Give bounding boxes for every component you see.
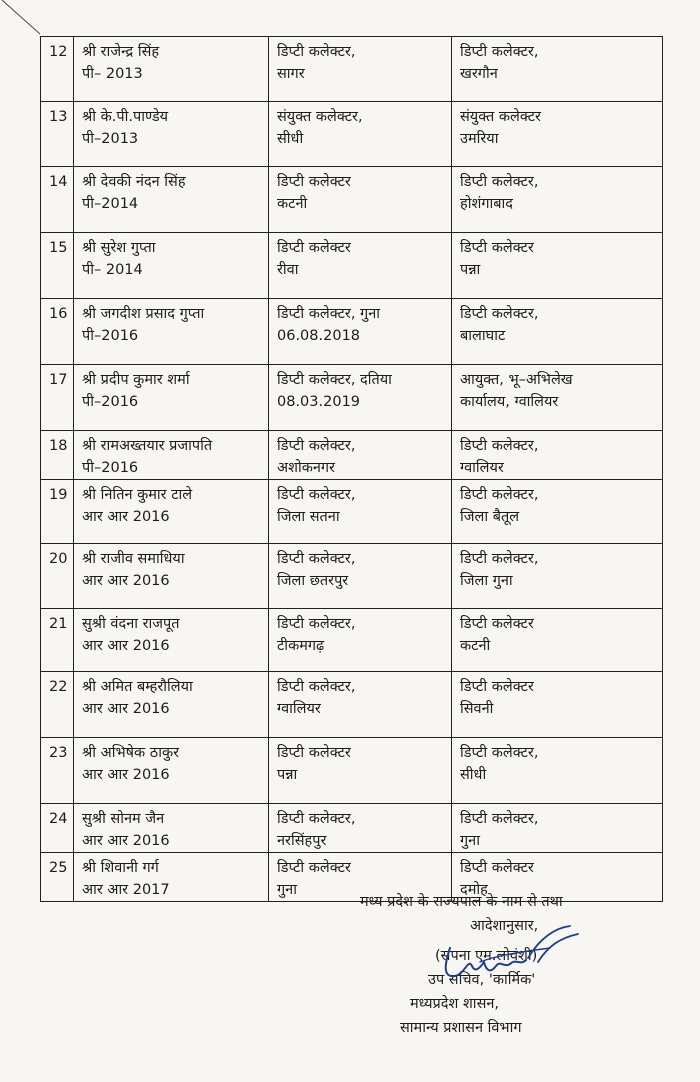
officer-cell <box>74 167 269 233</box>
new-posting-cell <box>452 480 663 544</box>
new-place: होशंगाबाद <box>460 196 513 212</box>
signatory-designation: उप सचिव, 'कार्मिक' <box>428 972 536 988</box>
current-post: डिप्टी कलेक्टर, <box>277 616 356 632</box>
current-place: अशोकनगर <box>277 460 335 476</box>
new-post: डिप्टी कलेक्टर, <box>460 174 539 190</box>
serial-number: 15 <box>41 233 74 299</box>
officer-batch: पी–2013 <box>82 131 139 147</box>
current-place: नरसिंहपुर <box>277 833 327 849</box>
signatory-name: (सपना एम.लोवंशी) <box>435 948 538 964</box>
serial-number: 14 <box>41 167 74 233</box>
current-place: गुना <box>277 882 297 898</box>
current-posting-cell <box>269 365 452 431</box>
current-post: डिप्टी कलेक्टर, <box>277 679 356 695</box>
table-row <box>41 167 663 233</box>
new-posting-cell <box>452 233 663 299</box>
officer-name: श्री अभिषेक ठाकुर <box>82 745 180 761</box>
new-posting-cell <box>452 804 663 853</box>
corner-fold-line <box>0 0 40 40</box>
governor-order-line: मध्य प्रदेश के राज्यपाल के नाम से तथा <box>360 894 563 910</box>
new-place: जिला बैतूल <box>460 509 520 525</box>
officer-batch: पी–2016 <box>82 460 139 476</box>
current-post: डिप्टी कलेक्टर, <box>277 44 356 60</box>
table-row <box>41 804 663 853</box>
officer-name: सुश्री सोनम जैन <box>82 811 165 827</box>
officer-cell <box>74 102 269 167</box>
new-post: डिप्टी कलेक्टर, <box>460 487 539 503</box>
officer-cell <box>74 233 269 299</box>
current-place: ग्वालियर <box>277 701 321 717</box>
serial-number: 21 <box>41 609 74 672</box>
officer-cell <box>74 804 269 853</box>
new-place: कटनी <box>460 638 491 654</box>
table-row <box>41 672 663 738</box>
officer-batch: पी–2016 <box>82 394 139 410</box>
serial-number: 12 <box>41 37 74 102</box>
officer-batch: आर आर 2016 <box>82 509 170 525</box>
officer-name: श्री राजेन्द्र सिंह <box>82 44 160 60</box>
current-post: संयुक्त कलेक्टर, <box>277 109 363 125</box>
new-posting-cell <box>452 544 663 609</box>
table-body <box>41 37 663 902</box>
serial-number: 19 <box>41 480 74 544</box>
current-place: पन्ना <box>277 767 298 783</box>
serial-number: 22 <box>41 672 74 738</box>
new-post: डिप्टी कलेक्टर, <box>460 745 539 761</box>
new-place: जिला गुना <box>460 573 513 589</box>
table-row <box>41 431 663 480</box>
officer-cell <box>74 431 269 480</box>
serial-number: 23 <box>41 738 74 804</box>
by-order-line: आदेशानुसार, <box>470 918 539 934</box>
new-post: डिप्टी कलेक्टर, <box>460 811 539 827</box>
current-posting-cell <box>269 167 452 233</box>
officer-name: श्री अमित बम्हरौलिया <box>82 679 193 695</box>
new-post: डिप्टी कलेक्टर, <box>460 438 539 454</box>
new-place: गुना <box>460 833 480 849</box>
posting-orders-table <box>40 36 663 902</box>
officer-name: श्री के.पी.पाण्डेय <box>82 109 169 125</box>
current-place: 06.08.2018 <box>277 328 361 344</box>
officer-cell <box>74 609 269 672</box>
serial-number: 16 <box>41 299 74 365</box>
new-posting-cell <box>452 672 663 738</box>
officer-batch: आर आर 2016 <box>82 573 170 589</box>
current-place: रीवा <box>277 262 299 278</box>
officer-cell <box>74 672 269 738</box>
new-post: डिप्टी कलेक्टर, <box>460 306 539 322</box>
officer-cell <box>74 544 269 609</box>
current-posting-cell <box>269 37 452 102</box>
table-row <box>41 609 663 672</box>
new-posting-cell <box>452 431 663 480</box>
officer-cell <box>74 853 269 902</box>
current-post: डिप्टी कलेक्टर, <box>277 487 356 503</box>
serial-number: 24 <box>41 804 74 853</box>
officer-name: श्री प्रदीप कुमार शर्मा <box>82 372 190 388</box>
current-post: डिप्टी कलेक्टर, गुना <box>277 306 381 322</box>
table-row <box>41 480 663 544</box>
government-name: मध्यप्रदेश शासन, <box>410 996 500 1012</box>
new-place: खरगौन <box>460 66 498 82</box>
officer-name: श्री जगदीश प्रसाद गुप्ता <box>82 306 205 322</box>
officer-batch: आर आर 2017 <box>82 882 170 898</box>
current-posting-cell <box>269 672 452 738</box>
serial-number: 20 <box>41 544 74 609</box>
new-post: डिप्टी कलेक्टर <box>460 860 534 876</box>
table-row <box>41 365 663 431</box>
new-post: डिप्टी कलेक्टर, <box>460 44 539 60</box>
officer-batch: पी– 2014 <box>82 262 143 278</box>
new-post: आयुक्त, भू–अभिलेख <box>460 372 573 388</box>
current-posting-cell <box>269 299 452 365</box>
new-posting-cell <box>452 738 663 804</box>
current-posting-cell <box>269 609 452 672</box>
current-post: डिप्टी कलेक्टर <box>277 860 351 876</box>
table-row <box>41 102 663 167</box>
table-row <box>41 37 663 102</box>
officer-cell <box>74 365 269 431</box>
current-place: सागर <box>277 66 305 82</box>
current-place: 08.03.2019 <box>277 394 361 410</box>
handwritten-signature <box>420 918 600 998</box>
officer-batch: आर आर 2016 <box>82 767 170 783</box>
current-posting-cell <box>269 738 452 804</box>
current-post: डिप्टी कलेक्टर <box>277 745 351 761</box>
new-place: उमरिया <box>460 131 499 147</box>
serial-number: 17 <box>41 365 74 431</box>
new-posting-cell <box>452 609 663 672</box>
officer-cell <box>74 480 269 544</box>
current-place: कटनी <box>277 196 308 212</box>
table-row <box>41 299 663 365</box>
officer-name: सुश्री वंदना राजपूत <box>82 616 180 632</box>
serial-number: 13 <box>41 102 74 167</box>
current-posting-cell <box>269 233 452 299</box>
officer-cell <box>74 738 269 804</box>
current-posting-cell <box>269 544 452 609</box>
new-posting-cell <box>452 167 663 233</box>
officer-batch: पी–2014 <box>82 196 139 212</box>
table-row <box>41 544 663 609</box>
new-place: सीधी <box>460 767 487 783</box>
table-row <box>41 738 663 804</box>
new-post: डिप्टी कलेक्टर <box>460 240 534 256</box>
new-place: कार्यालय, ग्वालियर <box>460 394 559 410</box>
current-place: जिला सतना <box>277 509 340 525</box>
new-posting-cell <box>452 299 663 365</box>
current-place: जिला छतरपुर <box>277 573 349 589</box>
officer-name: श्री रामअख्तयार प्रजापति <box>82 438 213 454</box>
table-row <box>41 233 663 299</box>
current-post: डिप्टी कलेक्टर, <box>277 438 356 454</box>
current-posting-cell <box>269 431 452 480</box>
current-posting-cell <box>269 804 452 853</box>
officer-cell <box>74 299 269 365</box>
current-posting-cell <box>269 480 452 544</box>
officer-batch: आर आर 2016 <box>82 701 170 717</box>
current-place: सीधी <box>277 131 304 147</box>
current-post: डिप्टी कलेक्टर <box>277 240 351 256</box>
new-posting-cell <box>452 102 663 167</box>
new-place: बालाघाट <box>460 328 506 344</box>
new-place: पन्ना <box>460 262 481 278</box>
new-post: डिप्टी कलेक्टर <box>460 679 534 695</box>
department-name: सामान्य प्रशासन विभाग <box>400 1020 522 1036</box>
officer-name: श्री राजीव समाधिया <box>82 551 185 567</box>
new-place: ग्वालियर <box>460 460 504 476</box>
current-post: डिप्टी कलेक्टर, <box>277 551 356 567</box>
officer-batch: पी–2016 <box>82 328 139 344</box>
officer-batch: आर आर 2016 <box>82 833 170 849</box>
new-place: सिवनी <box>460 701 494 717</box>
current-post: डिप्टी कलेक्टर, <box>277 811 356 827</box>
officer-batch: आर आर 2016 <box>82 638 170 654</box>
officer-batch: पी– 2013 <box>82 66 143 82</box>
officer-cell <box>74 37 269 102</box>
current-post: डिप्टी कलेक्टर, दतिया <box>277 372 392 388</box>
officer-name: श्री देवकी नंदन सिंह <box>82 174 186 190</box>
new-place: दमोह <box>460 882 488 898</box>
new-posting-cell <box>452 37 663 102</box>
new-post: संयुक्त कलेक्टर <box>460 109 541 125</box>
officer-name: श्री नितिन कुमार टाले <box>82 487 193 503</box>
officer-name: श्री सुरेश गुप्ता <box>82 240 156 256</box>
serial-number: 25 <box>41 853 74 902</box>
new-post: डिप्टी कलेक्टर <box>460 616 534 632</box>
officer-name: श्री शिवानी गर्ग <box>82 860 159 876</box>
current-post: डिप्टी कलेक्टर <box>277 174 351 190</box>
new-posting-cell <box>452 365 663 431</box>
current-posting-cell <box>269 102 452 167</box>
current-place: टीकमगढ़ <box>277 638 325 654</box>
serial-number: 18 <box>41 431 74 480</box>
new-post: डिप्टी कलेक्टर, <box>460 551 539 567</box>
